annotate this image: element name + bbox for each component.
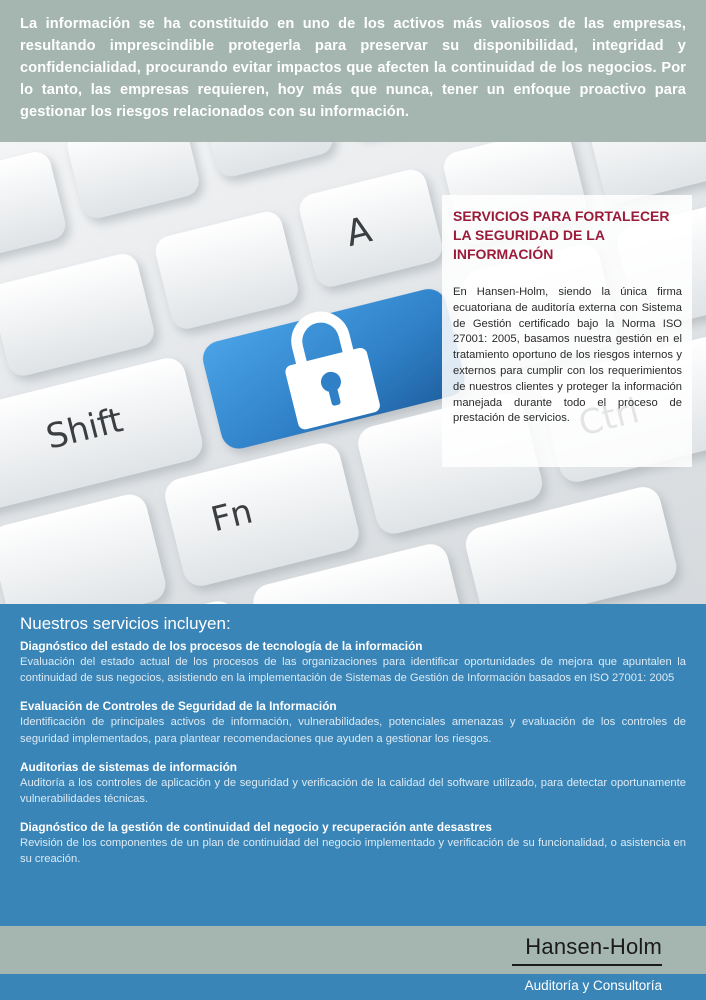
key-label-fn: Fn <box>207 491 257 541</box>
service-title: Diagnóstico de la gestión de continuidad del negocio y recuperación ante desastres <box>20 820 492 835</box>
key-fn <box>161 439 362 589</box>
service-item <box>20 638 686 686</box>
key-label-a: A <box>341 209 376 256</box>
footer-brand-band <box>0 926 706 974</box>
service-item <box>20 819 686 867</box>
footer-tagline-band <box>0 974 706 1000</box>
service-description: Auditoría a los controles de aplicación y de seguridad y verificación de la calidad del software utilizado, para detectar oportunamente vulnerabilidades técnicas. <box>20 776 686 806</box>
key-a <box>296 166 445 290</box>
services-panel <box>442 195 692 467</box>
intro-text: La información se ha constituido en uno de los activos más valiosos de las empresas, resultando imprescindible protegerla para preservar su disponibilidad, integridad y confidencialidad, procurando evitar impactos que afecten la continuidad de los negocios. Por lo tanto, las empresas requieren, hoy más que nunca, tener un enfoque proactivo para gestionar los riesgos relacionados con su información. <box>20 16 686 120</box>
intro-banner <box>0 0 706 142</box>
panel-title: SERVICIOS PARA FORTALECER LA SEGURIDAD DE LA INFORMACIÓN <box>453 208 670 262</box>
service-description: Identificación de principales activos de información, vulnerabilidades, potenciales amenazas y evaluación de los controles de seguridad implementados, para plantear recomendaciones que ayuden a gestionar los riesgos. <box>20 716 686 745</box>
service-title: Evaluación de Controles de Seguridad de la Información <box>20 699 337 714</box>
panel-body: En Hansen-Holm, siendo la única firma ecuatoriana de auditoría externa con Sistema de Gestión certificado bajo la Norma ISO 27001: 2005, basamos nuestra gestión en el tratamiento oportuno de los riesgos internos y externos para cumplir con los requerimientos de nuestros clientes y proteger la información manejada durante todo el proceso de prestación de servicios. <box>453 286 682 425</box>
service-title: Auditorias de sistemas de información <box>20 759 237 774</box>
service-title: Diagnóstico del estado de los procesos de tecnología de la información <box>20 639 423 653</box>
key-label-shift: Shift <box>42 400 127 458</box>
service-item <box>20 759 686 807</box>
logo-underline <box>512 964 662 966</box>
services-list-section <box>0 604 706 926</box>
services-heading: Nuestros servicios incluyen: <box>20 614 231 633</box>
service-description: Revisión de los componentes de un plan de continuidad del negocio implementado y verificación de su funcionalidad, o asistencia en su creación. <box>20 837 686 866</box>
service-description: Evaluación del estado actual de los procesos de las organizaciones para identificar oportunidades de mejora que apuntalen la continuidad de sus negocios, asistiendo en la implementación de Sistemas de Gestión de Información basados en ISO 27001: 2005 <box>20 656 686 685</box>
service-item <box>20 698 686 746</box>
key-top-left <box>0 149 69 273</box>
brand-logo: Hansen-Holm <box>525 934 662 959</box>
brand-tagline: Auditoría y Consultoría <box>524 978 662 993</box>
